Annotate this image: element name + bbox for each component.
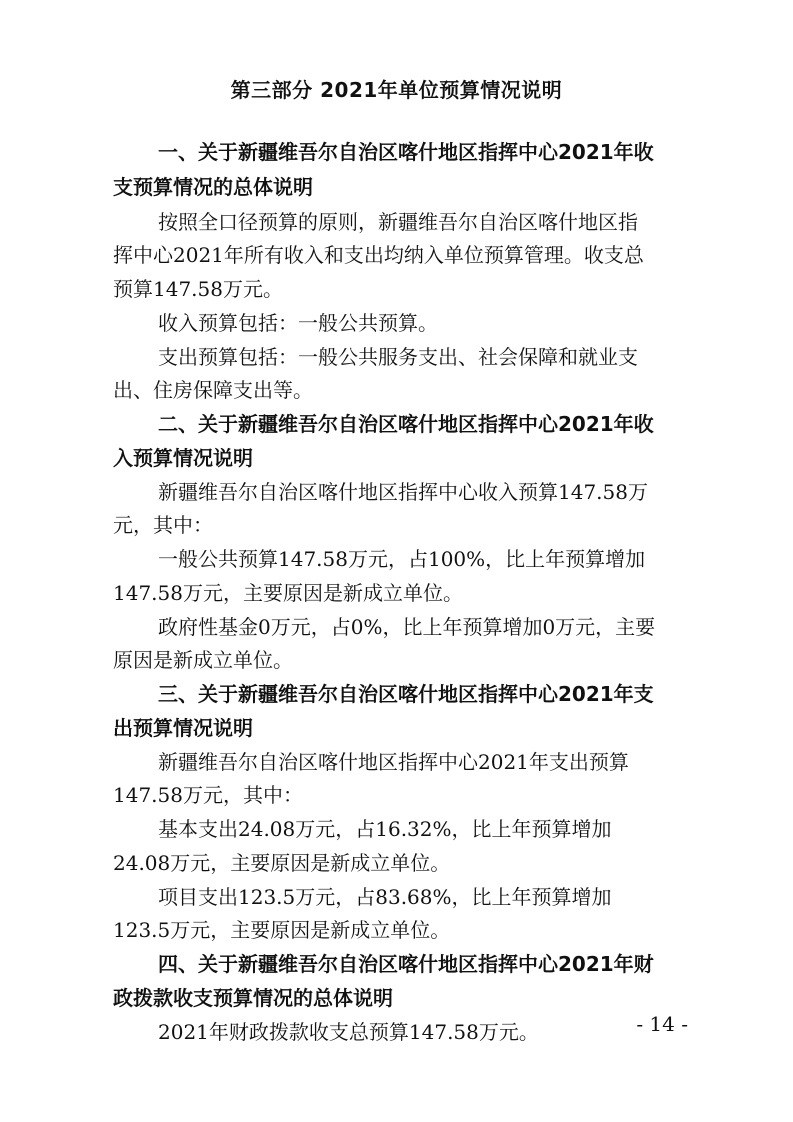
paragraph-line: 原因是新成立单位。 [113,648,293,672]
page-title: 第三部分 2021年单位预算情况说明 [230,78,563,102]
section-heading: 四、关于新疆维吾尔自治区喀什地区指挥中心2021年财 [158,952,654,976]
paragraph-line: 新疆维吾尔自治区喀什地区指挥中心收入预算147.58万 [158,480,648,504]
section-heading: 支预算情况的总体说明 [113,175,313,199]
section-heading: 三、关于新疆维吾尔自治区喀什地区指挥中心2021年支 [158,682,654,706]
paragraph-line: 政府性基金0万元，占0%，比上年预算增加0万元，主要 [158,615,656,639]
paragraph-line: 2021年财政拨款收支总预算147.58万元。 [158,1020,539,1044]
paragraph-line: 元，其中： [113,513,213,537]
page-number: - 14 - [636,1012,688,1036]
section-heading: 出预算情况说明 [113,716,253,740]
paragraph-line: 一般公共预算147.58万元，占100%，比上年预算增加 [158,547,646,571]
paragraph-line: 预算147.58万元。 [113,277,283,301]
paragraph-line: 收入预算包括：一般公共预算。 [158,311,438,335]
paragraph-line: 项目支出123.5万元，占83.68%，比上年预算增加 [158,885,612,909]
paragraph-line: 147.58万元，其中： [113,783,303,807]
section-heading: 入预算情况说明 [113,446,253,470]
paragraph-line: 147.58万元，主要原因是新成立单位。 [113,581,463,605]
paragraph-line: 123.5万元，主要原因是新成立单位。 [113,918,451,942]
section-heading: 一、关于新疆维吾尔自治区喀什地区指挥中心2021年收 [158,140,654,164]
section-heading: 政拨款收支预算情况的总体说明 [113,986,393,1010]
paragraph-line: 基本支出24.08万元，占16.32%，比上年预算增加 [158,817,612,841]
paragraph-line: 新疆维吾尔自治区喀什地区指挥中心2021年支出预算 [158,750,629,774]
paragraph-line: 支出预算包括：一般公共服务支出、社会保障和就业支 [158,345,638,369]
paragraph-line: 24.08万元，主要原因是新成立单位。 [113,851,451,875]
section-heading: 二、关于新疆维吾尔自治区喀什地区指挥中心2021年收 [158,412,654,436]
paragraph-line: 挥中心2021年所有收入和支出均纳入单位预算管理。收支总 [113,243,644,267]
paragraph-line: 按照全口径预算的原则，新疆维吾尔自治区喀什地区指 [158,210,638,234]
paragraph-line: 出、住房保障支出等。 [113,378,313,402]
